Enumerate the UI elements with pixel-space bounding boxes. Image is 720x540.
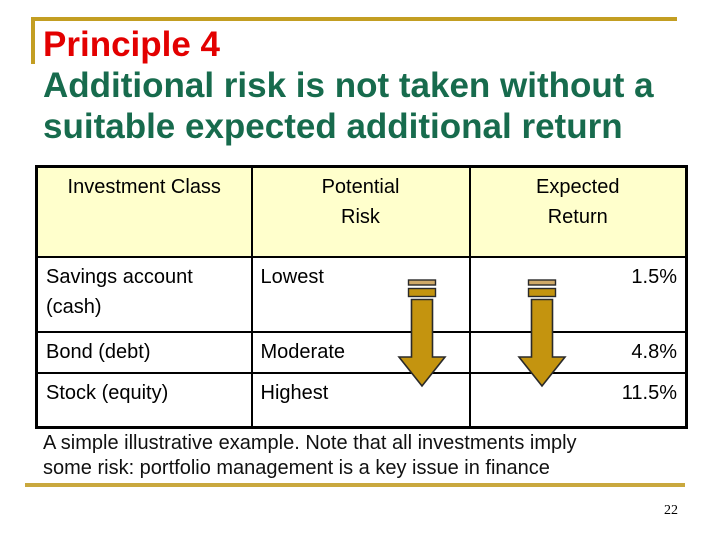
page-title: Principle 4	[43, 25, 221, 64]
left-accent-bar	[31, 17, 35, 64]
investment-table	[35, 165, 688, 429]
footer-underline	[25, 483, 685, 487]
header-label: Investment Class	[67, 176, 221, 198]
table-header-row	[37, 167, 687, 258]
cell-expected-return: 4.8%	[470, 332, 687, 373]
header-label: Expected Return	[536, 176, 620, 228]
footer-line-2: some risk: portfolio management is a key issue in finance	[43, 457, 550, 479]
page-number: 22	[664, 503, 678, 518]
cell-potential-risk: Lowest	[252, 257, 470, 332]
footer-line-1: A simple illustrative example. Note that all investments imply	[43, 432, 577, 454]
cell-investment-class: Bond (debt)	[37, 332, 252, 373]
cell-expected-return: 1.5%	[470, 257, 687, 332]
subtitle-line-1: Additional risk is not taken without a	[43, 66, 654, 105]
table-row-savings	[37, 257, 687, 332]
footer-note	[43, 431, 703, 481]
cell-expected-return: 11.5%	[470, 373, 687, 428]
cell-potential-risk: Moderate	[252, 332, 470, 373]
title-block	[43, 24, 693, 147]
column-header-potential-risk	[252, 167, 470, 258]
table-row-bond	[37, 332, 687, 373]
column-header-expected-return	[470, 167, 687, 258]
table-row-stock	[37, 373, 687, 428]
subtitle-line-2: suitable expected additional return	[43, 107, 623, 146]
column-header-investment-class	[37, 167, 252, 258]
cell-potential-risk: Highest	[252, 373, 470, 428]
header-label: Potential Risk	[321, 176, 400, 228]
cell-investment-class: Stock (equity)	[37, 373, 252, 428]
cell-investment-class: Savings account (cash)	[37, 257, 252, 332]
top-accent-line	[31, 17, 677, 21]
